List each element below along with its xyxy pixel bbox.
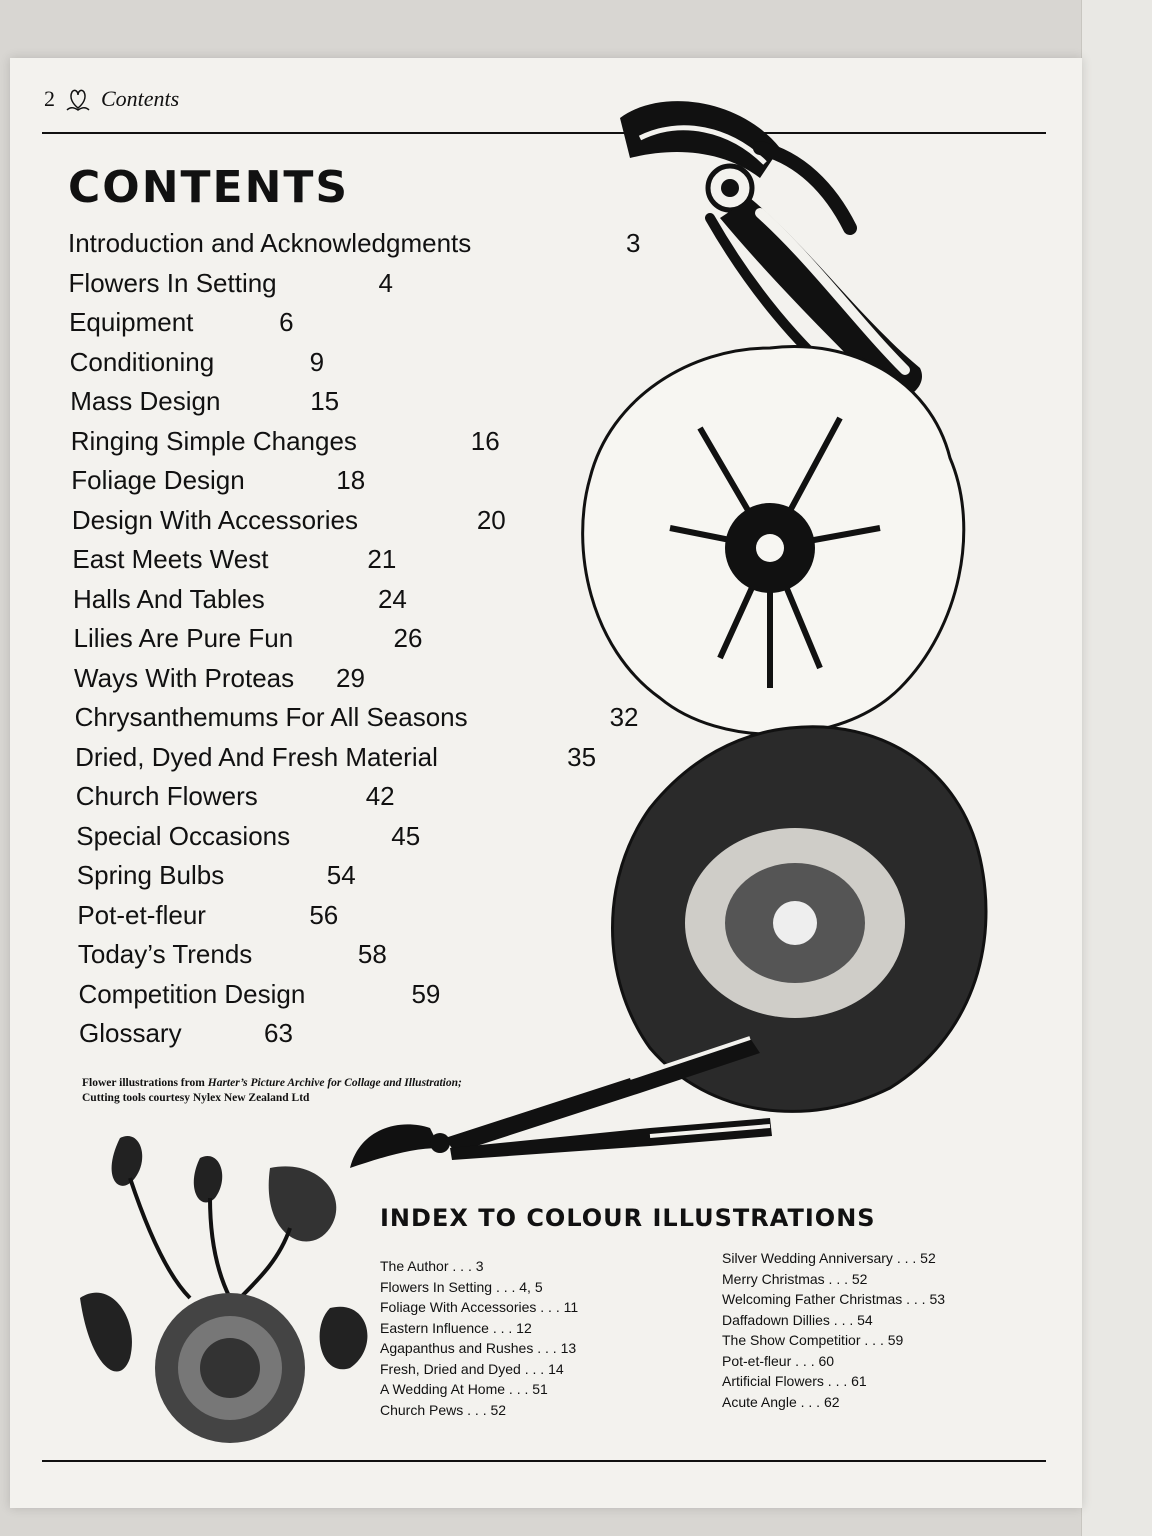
- illustration-credit: [82, 1076, 502, 1106]
- toc-entry: [77, 939, 387, 970]
- section-name: Contents: [101, 86, 180, 111]
- toc-entry-page: 35: [567, 741, 597, 772]
- toc-entry-label: Mass Design: [70, 386, 221, 416]
- toc-entry: [69, 307, 294, 338]
- toc-entry: [72, 544, 397, 575]
- index-entry: A Wedding At Home . . . 51: [380, 1381, 548, 1397]
- index-entry: Church Pews . . . 52: [380, 1401, 507, 1418]
- toc-entry: [72, 583, 407, 615]
- toc-entry-label: Equipment: [69, 307, 194, 337]
- index-entry: Welcoming Father Christmas . . . 53: [722, 1291, 946, 1307]
- toc-entry-label: Glossary: [79, 1018, 182, 1048]
- toc-entry: [74, 702, 639, 733]
- index-entry: Eastern Influence . . . 12: [380, 1319, 532, 1336]
- toc-entry-label: Conditioning: [69, 346, 215, 377]
- toc-entry-label: Introduction and Acknowledgments: [68, 228, 472, 258]
- index-entry: Merry Christmas . . . 52: [722, 1270, 868, 1287]
- toc-entry: [76, 820, 421, 852]
- credit-prefix: Flower illustrations from: [82, 1077, 208, 1089]
- index-entry: Agapanthus and Rushes . . . 13: [380, 1340, 577, 1356]
- index-entry: The Show Competitior . . . 59: [722, 1332, 904, 1348]
- page-title: CONTENTS: [68, 162, 350, 213]
- toc-entry: [71, 465, 366, 496]
- toc-entry-label: Church Flowers: [75, 781, 258, 811]
- adjacent-page-edge: [1081, 0, 1152, 1536]
- toc-entry-page: 20: [476, 504, 506, 535]
- toc-entry-page: 15: [310, 386, 340, 416]
- toc-entry-label: Dried, Dyed And Fresh Material: [75, 741, 438, 772]
- credit-suffix: Cutting tools courtesy Nylex New Zealand Ltd: [82, 1092, 310, 1104]
- index-entry: Artificial Flowers . . . 61: [722, 1373, 867, 1389]
- toc-entry-label: Design With Accessories: [71, 504, 358, 535]
- running-header: [44, 86, 179, 112]
- toc-entry: [70, 425, 500, 457]
- toc-entry: [73, 623, 423, 654]
- loppers-illustration: [330, 1018, 790, 1198]
- toc-entry-label: East Meets West: [72, 544, 269, 574]
- toc-entry-page: 42: [365, 781, 395, 811]
- toc-entry: [79, 1018, 293, 1049]
- toc-entry-page: 6: [279, 307, 294, 337]
- toc-entry-label: Ringing Simple Changes: [70, 425, 357, 456]
- toc-entry-page: 24: [377, 583, 407, 614]
- index-entry: Foliage With Accessories . . . 11: [380, 1299, 579, 1315]
- toc-entry: [74, 662, 365, 694]
- toc-entry: [71, 504, 506, 536]
- toc-entry-page: 26: [393, 623, 423, 653]
- toc-entry-page: 58: [357, 939, 387, 969]
- page-number: 2: [44, 86, 55, 111]
- toc-entry-label: Special Occasions: [76, 820, 291, 851]
- toc-entry-page: 4: [378, 267, 394, 298]
- toc-entry: [77, 899, 339, 931]
- toc-entry-page: 32: [609, 702, 639, 732]
- toc-entry-label: Chrysanthemums For All Seasons: [74, 702, 468, 732]
- index-entry: Fresh, Dried and Dyed . . . 14: [380, 1360, 564, 1377]
- toc-entry-page: 54: [326, 860, 356, 890]
- toc-entry: [76, 860, 356, 891]
- toc-entry: [78, 978, 441, 1010]
- toc-entry: [70, 386, 340, 417]
- toc-entry-page: 45: [391, 820, 421, 851]
- rose-illustration: [80, 1118, 380, 1448]
- toc-entry-label: Competition Design: [78, 978, 306, 1009]
- toc-entry-page: 29: [336, 662, 365, 693]
- credit-source: Harter’s Picture Archive for Collage and Illustration;: [207, 1077, 462, 1089]
- index-entry: Pot-et-fleur . . . 60: [722, 1352, 835, 1369]
- pansy-illustration-light: [550, 328, 990, 758]
- toc-entry: [69, 346, 325, 378]
- toc-entry-label: Lilies Are Pure Fun: [73, 623, 294, 653]
- index-entry: Silver Wedding Anniversary . . . 52: [722, 1250, 936, 1266]
- index-column-right: [722, 1248, 945, 1412]
- toc-entry-page: 18: [336, 465, 366, 495]
- document-page: [10, 58, 1082, 1508]
- toc-entry-page: 59: [411, 978, 441, 1009]
- toc-entry-label: Spring Bulbs: [76, 860, 225, 890]
- toc-entry-page: 3: [626, 228, 641, 258]
- toc-entry: [75, 781, 395, 812]
- toc-entry-label: Foliage Design: [71, 465, 245, 495]
- toc-entry-label: Today’s Trends: [77, 939, 253, 969]
- toc-entry-page: 63: [264, 1018, 293, 1048]
- bottom-rule: [42, 1460, 1046, 1462]
- toc-entry-page: 16: [470, 425, 500, 456]
- index-entry: Daffadown Dillies . . . 54: [722, 1311, 873, 1328]
- toc-entry-label: Ways With Proteas: [74, 662, 295, 693]
- toc-entry-page: 56: [309, 899, 339, 930]
- toc-entry-page: 21: [367, 544, 397, 574]
- index-entry: Acute Angle . . . 62: [722, 1393, 840, 1410]
- toc-entry: [68, 267, 394, 299]
- toc-entry-page: 9: [309, 346, 325, 377]
- toc-entry: [75, 741, 597, 773]
- index-column-left: [380, 1256, 578, 1420]
- toc-entry-label: Flowers In Setting: [68, 267, 277, 298]
- index-entry: Flowers In Setting . . . 4, 5: [380, 1278, 543, 1295]
- toc-entry: [68, 228, 641, 259]
- index-title: INDEX TO COLOUR ILLUSTRATIONS: [380, 1204, 876, 1232]
- flower-ornament-icon: [63, 86, 93, 112]
- index-entry: The Author . . . 3: [380, 1258, 484, 1274]
- toc-entry-label: Halls And Tables: [72, 583, 265, 614]
- toc-entry-label: Pot-et-fleur: [77, 899, 206, 930]
